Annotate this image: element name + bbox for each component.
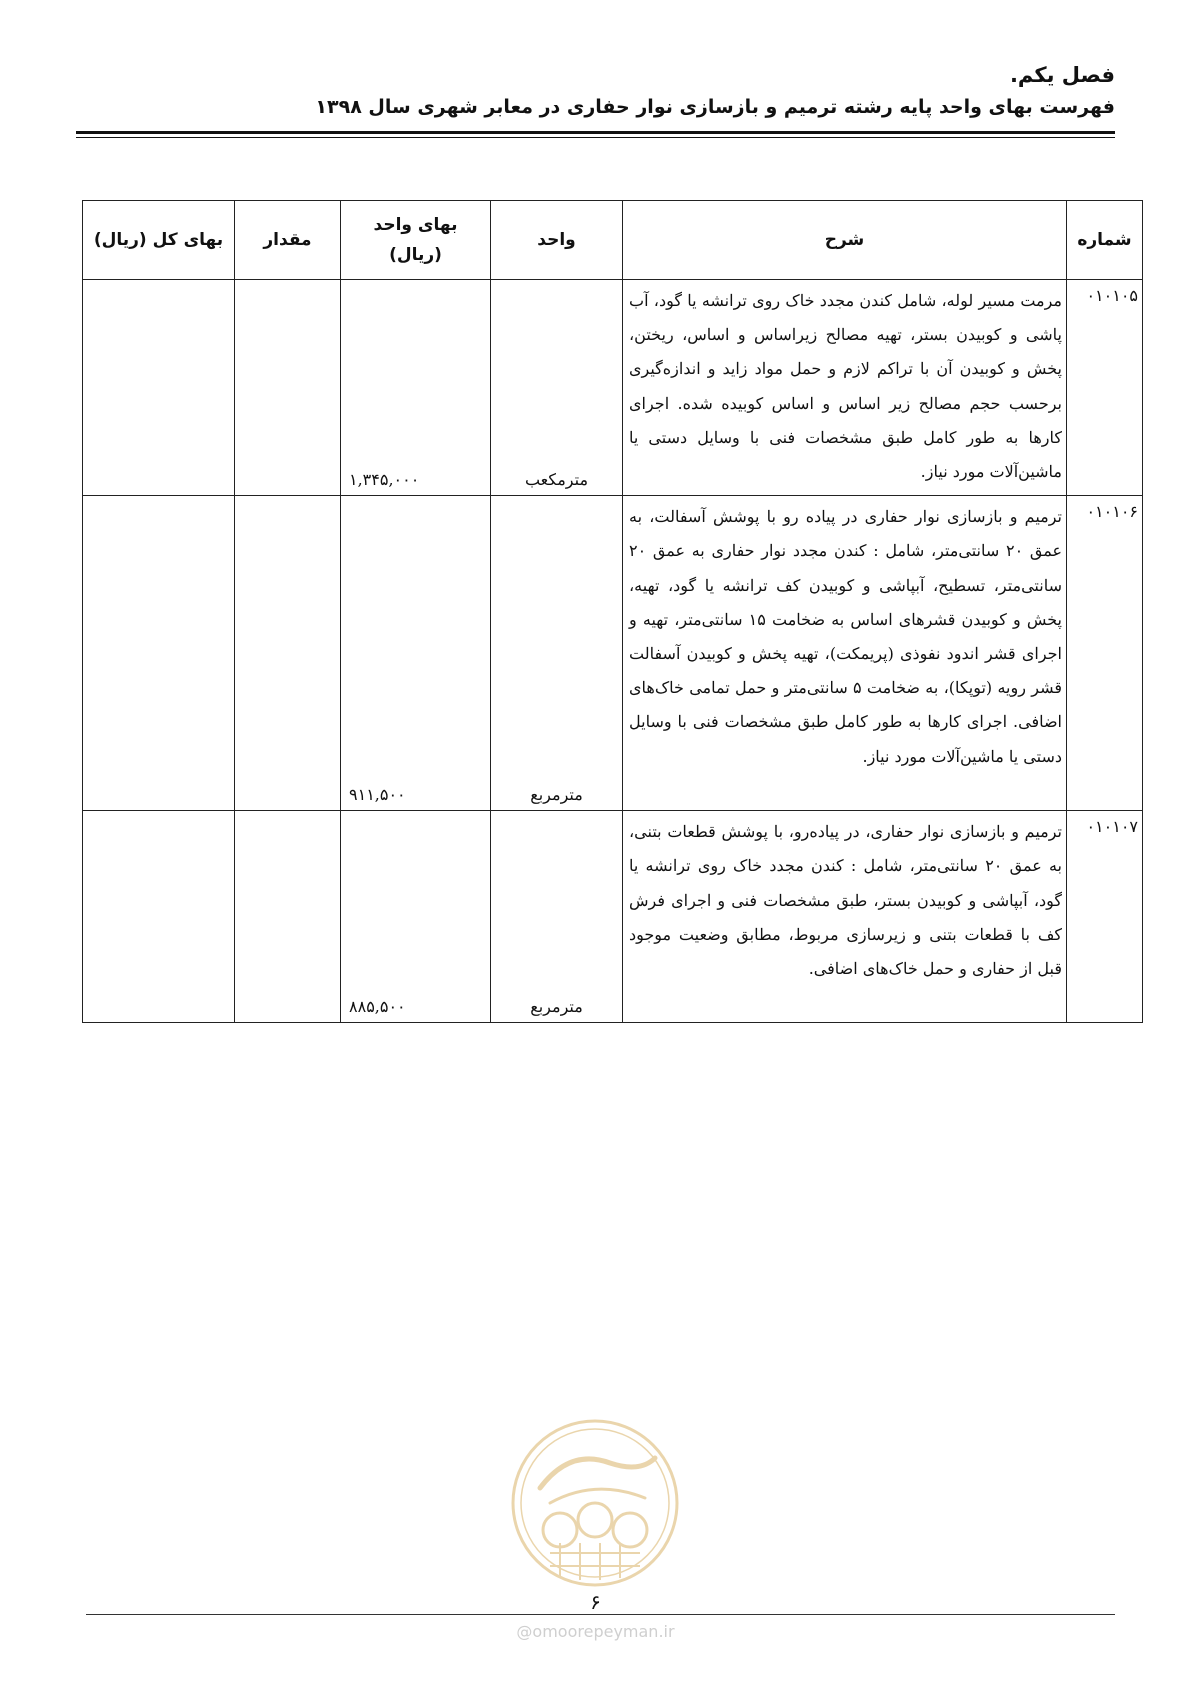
item-number: ۰۱۰۱۰۵	[1067, 280, 1143, 496]
column-header-unit-price	[341, 201, 491, 280]
chapter-heading: فصل یکم.	[1009, 63, 1115, 87]
footer-website: @omoorepeyman.ir	[516, 1622, 675, 1641]
item-description: ترمیم و بازسازی نوار حفاری، در پیاده‌رو، با پوشش قطعات بتنی، به عمق ۲۰ سانتی‌متر، شامل : کندن مجدد خاک روی ترانشه یا گود، آبپاشی و کوبیدن بستر، طبق مشخصات فنی و اجرای فرش کف با قطعات بتنی و زیرسازی مربوط، مطابق وضعیت موجود قبل از حفاری و حمل خاک‌های اضافی.	[623, 811, 1067, 1023]
header-rule-thin	[76, 137, 1115, 138]
unit-price-header-label: بهای واحد	[373, 215, 458, 235]
item-unit: مترمکعب	[491, 280, 623, 496]
omoorepeyman-seal-icon	[510, 1418, 680, 1588]
item-number: ۰۱۰۱۰۷	[1067, 811, 1143, 1023]
item-quantity	[235, 496, 341, 811]
item-number: ۰۱۰۱۰۶	[1067, 496, 1143, 811]
item-unit-price: ۸۸۵,۵۰۰	[341, 811, 491, 1023]
item-unit: مترمربع	[491, 496, 623, 811]
document-title: فهرست بهای واحد پایه رشته ترمیم و بازسازی نوار حفاری در معابر شهری سال ۱۳۹۸	[315, 96, 1115, 118]
item-total-price	[83, 496, 235, 811]
item-description: مرمت مسیر لوله، شامل کندن مجدد خاک روی ترانشه یا گود، آب پاشی و کوبیدن بستر، تهیه مصالح زیراساس و اساس، ریختن، پخش و کوبیدن آن با تراکم لازم و حمل مواد زاید و اندازه‌گیری برحسب حجم مصالح زیر اساس و اساس کوبیده شده. اجرای کارها به طور کامل طبق مشخصات فنی با وسایل دستی یا ماشین‌آلات مورد نیاز.	[623, 280, 1067, 496]
page-header	[76, 62, 1115, 120]
column-header-number: شماره	[1067, 201, 1143, 280]
table-row	[83, 811, 1143, 1023]
item-quantity	[235, 811, 341, 1023]
header-rule-thick	[76, 131, 1115, 134]
price-list-table	[82, 200, 1143, 1023]
page-number: ۶	[590, 1590, 601, 1614]
item-unit-price: ۱,۳۴۵,۰۰۰	[341, 280, 491, 496]
column-header-unit: واحد	[491, 201, 623, 280]
column-header-description: شرح	[623, 201, 1067, 280]
item-unit-price: ۹۱۱,۵۰۰	[341, 496, 491, 811]
column-header-quantity: مقدار	[235, 201, 341, 280]
column-header-total-price: بهای کل (ریال)	[83, 201, 235, 280]
item-total-price	[83, 280, 235, 496]
unit-price-header-currency: (ریال)	[389, 245, 442, 265]
item-unit: مترمربع	[491, 811, 623, 1023]
table-row	[83, 280, 1143, 496]
footer-rule	[86, 1614, 1115, 1615]
item-quantity	[235, 280, 341, 496]
table-header-row	[83, 201, 1143, 280]
item-total-price	[83, 811, 235, 1023]
item-description: ترمیم و بازسازی نوار حفاری در پیاده رو با پوشش آسفالت، به عمق ۲۰ سانتی‌متر، شامل : کندن مجدد نوار حفاری به عمق ۲۰ سانتی‌متر، تسطیح، آبپاشی و کوبیدن کف ترانشه یا گود، تهیه، پخش و کوبیدن قشرهای اساس به ضخامت ۱۵ سانتی‌متر، تهیه و اجرای قشر اندود نفوذی (پریمکت)، تهیه پخش و کوبیدن آسفالت قشر رویه (توپکا)، به ضخامت ۵ سانتی‌متر و حمل تمامی خاک‌های اضافی. اجرای کارها به طور کامل طبق مشخصات فنی با وسایل دستی یا ماشین‌آلات مورد نیاز.	[623, 496, 1067, 811]
table-row	[83, 496, 1143, 811]
